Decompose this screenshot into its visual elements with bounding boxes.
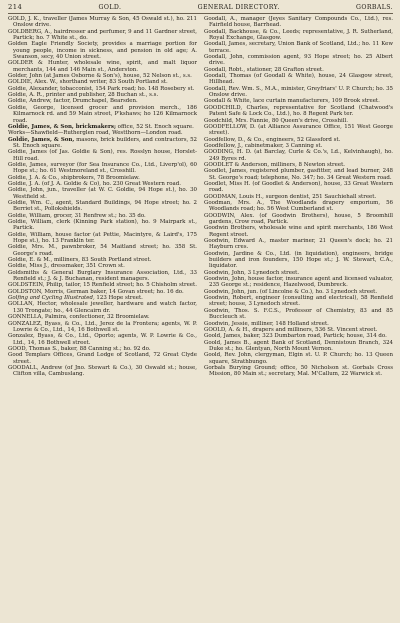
directory-entry <box>204 16 393 29</box>
entry-name: Goodfellow, <box>204 142 237 149</box>
entry-details: George, licensed grocer and provision merch., 186 Kilmarnock rd. and 59 Main street, P'kshaws; ho 126 Kilmarnock road. <box>13 104 197 124</box>
entry-details: John, commission agent, 93 Hope street; ho. 25 Albert drive. <box>209 54 393 67</box>
entry-details: 123 Hope street. <box>94 295 143 302</box>
entry-details: hairdresser and perfumer, 9 and 11 Gardner street, Partick; ho. 7 White st., do. <box>13 28 197 42</box>
entry-details: Byass, & Co., Ltd., Oporto; agents, W. P. Lowrie & Co., Ltd., 14, 16 Bothwell street. <box>13 333 197 346</box>
entry-name: GOOLD, <box>204 326 227 333</box>
entry-details: Andrew, factor, Drumchapel, Bearsden. <box>27 98 138 105</box>
entry-name: Goold, <box>204 333 222 340</box>
entry-details: —Shawfield—Rutherglen road, Westthorn—London road. <box>25 130 183 137</box>
entry-details: Edward A., master mariner, 21 Queen's dock; ho. 21 Hayburn cres. <box>209 238 393 251</box>
entry-name: Golder, <box>8 73 28 80</box>
entry-name: GOODFELLOW, <box>204 123 248 130</box>
entry-details: James (of Jas. Goldie & Son), res. Rosslyn house, Horslet-Hill road. <box>13 149 197 162</box>
entry-name: Goodwin, <box>204 238 230 245</box>
entry-name: Goldie, James, & Son, <box>8 136 75 143</box>
entry-details: Jessie, milliner, 148 Holland street. <box>230 320 329 327</box>
entry-name: Works <box>8 130 26 137</box>
entry-name: Goldie, <box>8 180 28 187</box>
directory-entry <box>204 105 393 118</box>
directory-entry <box>204 365 393 378</box>
directory-entry <box>8 137 197 150</box>
entry-details: J. A. (of J. A. Goldie & Co), ho. 230 Great Western road. <box>27 180 181 187</box>
entry-name: Goodwin, <box>204 276 230 283</box>
entry-details: Philip, tailor, 15 Renfield street; ho. 5 Chisholm street. <box>44 282 197 289</box>
entry-details: & Hunter, wholesale wine, spirit, and malt liquor merchants, 144 and 146 Main st., Anderston. <box>13 60 197 73</box>
directory-entry <box>8 200 197 213</box>
directory-entry <box>8 333 197 346</box>
entry-name: Goodfellow, <box>204 136 237 143</box>
entry-details: James, registered plumber, gasfitter, and lead burner, 248 St. George's road; telephone, No. 347; ho. 34 Great Western road. <box>209 168 393 181</box>
directory-entry <box>204 181 393 194</box>
entry-name: Goodlet, <box>204 168 228 175</box>
directory-entry <box>8 365 197 378</box>
entry-name: Goldie, <box>8 85 28 92</box>
entry-name: Goldie, James, & Son, brickmakers; <box>8 123 116 130</box>
entry-details: E. & M., milliners, 83 South Portland street. <box>27 257 152 264</box>
entry-details: James, baker, 323 Dumbarton road, Partick; house, 314 do. <box>221 333 387 340</box>
entry-details: J., cabinetmaker, 3 Canning st. <box>236 142 323 149</box>
entry-name: Goodall, <box>204 73 227 80</box>
entry-name: Gorbals <box>204 364 226 371</box>
entry-details: Mrs. A., The Woodlands drapery emporium, 56 Woodlands road; ho. 56 West Cumberland st. <box>209 199 393 213</box>
directory-entry <box>8 29 197 42</box>
header-right: GORBALS. <box>356 4 393 11</box>
directory-entry <box>8 219 197 232</box>
entry-name: Goldie, <box>8 174 28 181</box>
directory-entry <box>204 251 393 270</box>
entry-details: D., & Co., engineers, 52 Glassford st. <box>236 136 341 143</box>
entry-details: masons, brick builders, and contractors, 52 St. Enoch square. <box>13 136 197 149</box>
entry-details: Rev. Wm. S., M.A., minister, Greyfriars' U. P. Church; ho. 35 Onslow drive. <box>209 85 393 99</box>
directory-entry <box>8 60 197 73</box>
entry-details: Palmira, confectioner, 32 Broomielaw. <box>43 314 150 321</box>
entry-details: Brothers, wholesale wine and spirit merchants, 186 West Regent street. <box>209 225 393 238</box>
directory-entry <box>204 41 393 54</box>
entry-name: Goodman, <box>204 199 232 206</box>
entry-details: John, jun., traveller (at W. C. Goldie, 94 Hope st.), ho. 30 Westfield st. <box>13 187 197 200</box>
entry-details: Alex. W., shorthand writer, 83 South Portland st. <box>32 79 168 86</box>
directory-entry <box>204 54 393 67</box>
entry-name: Goldie, <box>8 92 28 99</box>
directory-entry <box>204 276 393 289</box>
entry-name: Goldie, <box>8 257 28 264</box>
entry-name: Goodchild, <box>204 117 234 124</box>
directory-entry <box>204 308 393 321</box>
entry-name: Goodall, <box>204 66 227 73</box>
entry-name: GOLDSTEIN, <box>8 282 45 289</box>
entry-name: GOLD, J. K., <box>8 16 42 22</box>
entry-details: Rev. John, clergyman, Elgin st. U. P. Church; ho. 13 Queen square, Strathbungo. <box>209 352 393 365</box>
entry-details: Templars Offices, Grand Lodge of Scotland, 72 Great Clyde street. <box>13 352 197 365</box>
directory-entry <box>8 187 197 200</box>
entry-details: & General Burglary Insurance Association, Ltd., 33 Renfield st.; J. & J. Buchanan, resident managers. <box>13 269 197 283</box>
entry-details: Hector, wholesale jeweller, hardware and watch factor, 130 Trongate; ho., 44 Glencairn dr. <box>13 301 197 314</box>
entry-name: GOLDBERG, A., <box>8 28 52 35</box>
directory-entry <box>8 105 197 124</box>
entry-name: Gonzalez, <box>8 333 35 340</box>
entry-name: Goold, <box>204 352 222 359</box>
entry-details: H. D. (at Barclay, Curle & Co.'s, Ld., Kelvinhaugh), ho. 249 Byres rd. <box>209 149 393 162</box>
entry-name: GONZALEZ, <box>8 320 43 327</box>
entry-details: Mrs. Fannie, 80 Queen's drive, Crosshill. <box>233 117 349 124</box>
directory-entry <box>204 149 393 162</box>
entry-details: D. (at Alliance Assurance Office, 151 West George street). <box>209 123 393 137</box>
entry-details: Morris, German baker, 14 Govan street; ho. 16 do. <box>42 288 184 295</box>
entry-name: Goldie, <box>8 212 28 219</box>
entry-name: Goldie, <box>8 231 28 238</box>
header-left: GOLD. <box>98 4 122 11</box>
entry-details: Robert, engineer (consulting and electrical), 58 Renfield street; house, 3 Lynedoch street. <box>209 295 393 308</box>
directory-entry <box>8 41 197 60</box>
directory-entry <box>8 352 197 365</box>
entry-details: Backhouse, & Co., Leeds; representative, J. R. Sutherland, Royal Exchange, Glasgow. <box>209 28 393 42</box>
entry-details: Jardine & Co., Ltd. (in liquidation), engineers, bridge builders and iron founders, 150 Hope st.; J. W. Stewart, C.A., liquidator. <box>209 250 393 270</box>
entry-name: Goodwin, <box>204 250 230 257</box>
entry-name: Goldie, <box>8 244 28 251</box>
entry-name: GOOD, <box>8 345 28 352</box>
directory-entry <box>204 86 393 99</box>
entry-name: Golfing and Cycling Illustrated, <box>8 295 95 302</box>
entry-details: & Anderson, milliners, 8 Newton street. <box>232 161 345 168</box>
entry-details: Eagle Friendly Society, provides a marriage portion for young people, income in sickness, and pension in old age; A. Swanson, secy, 40 Union street. <box>13 41 197 61</box>
entry-details: John (at James Osborne & Son's), house, 52 Nelson st., s.s. <box>27 73 192 80</box>
entry-name: Goodall, <box>204 85 227 92</box>
entry-name: Goldie, <box>8 199 28 206</box>
entry-details: Thomas S., baker, 88 Canning st.; ho. 92 do. <box>27 345 151 352</box>
directory-entry <box>204 340 393 353</box>
entry-details: James, surveyor (for Sea Insurance Co., Ltd., Liverp'ol), 60 Hope st.; ho. 61 Westmoreland st., Crosshill. <box>13 161 197 175</box>
entry-name: Goodwin, <box>204 307 230 314</box>
entry-name: Goodwin, <box>204 320 230 327</box>
directory-entry <box>204 295 393 308</box>
entry-name: GOLDER <box>8 60 33 67</box>
entry-name: GOODLET <box>204 161 233 168</box>
entry-details: Burying Ground; office, 50 Nicholson st. Gorbals Cross Mission, 80 Main st.; secretary, Mal. M'Callum, 22 Warwick st. <box>209 364 393 378</box>
entry-details: Thomas (of Goodall & White), house, 24 Glasgow street, Hillhead. <box>209 73 393 86</box>
entry-details: James B., agent Bank of Scotland, Dennistoun Branch, 324 Duke st.; ho. Glentyan, North Mount Vernon. <box>209 339 393 352</box>
entry-details: Miss J., dressmaker, 351 Crown st. <box>27 263 125 270</box>
entry-name: GOLLAN, <box>8 301 35 308</box>
entry-name: GOODCHILD, <box>204 104 243 111</box>
entry-details: traveller (James Murray & Son, 45 Oswald st.), ho. 211 Onslow drive. <box>13 16 197 29</box>
entry-name: GOODWIN, <box>204 212 236 219</box>
entry-details: office, 52 St. Enoch square. <box>115 123 194 130</box>
entry-name: Goodwin, <box>204 295 230 302</box>
entry-name: GOODALL, <box>8 364 39 371</box>
directory-entry <box>8 321 197 334</box>
directory-entry <box>8 232 197 245</box>
entry-name: Goodlet, <box>204 180 228 187</box>
directory-entry <box>8 16 197 29</box>
entry-details: John, 3 Lynedoch street. <box>230 269 300 276</box>
entry-name: Goldie, <box>8 149 28 156</box>
entry-details: Louis H., surgeon dentist, 251 Sauchiehall street. <box>237 193 377 200</box>
entry-name: Goldie, <box>8 98 28 105</box>
directory-entry <box>204 213 393 226</box>
directory-entry <box>204 238 393 251</box>
entry-name: Goldie, <box>8 104 28 111</box>
entry-name: Goodall <box>204 98 226 105</box>
directory-entry <box>204 29 393 42</box>
entry-details: John, jun. (of Lincolne & Co.), ho. 3 Lynedoch street. <box>230 288 378 295</box>
entry-details: Robt., stationer, 28 Grafton street. <box>226 66 324 73</box>
page-header <box>8 3 393 14</box>
entry-details: James, secretary, Union Bank of Scotland, Ltd.; ho. 11 Kew terrace. <box>209 41 393 54</box>
entry-name: Good <box>8 352 23 359</box>
entry-details: Charles, representative for Scotland (Chatwood's Patent Safe & Lock Co., Ltd.), ho. 8 Regent Park ter. <box>209 104 393 118</box>
directory-entry <box>204 352 393 365</box>
entry-name: Goldie, <box>8 263 28 270</box>
entry-name: Goodall, <box>204 41 227 48</box>
entry-name: Goodwin <box>204 225 229 232</box>
entry-details: J. A. & Co., shipbrokers, 78 Broomielaw. <box>27 174 140 181</box>
entry-details: A. & H., drapers and milliners, 536 St. Vincent street. <box>226 326 378 333</box>
directory-entry <box>8 149 197 162</box>
directory-entry <box>204 200 393 213</box>
header-center: GENERAL DIRECTORY. <box>197 4 280 11</box>
entry-name: Goodall, <box>204 54 227 61</box>
entry-details: Byass, & Co., Ltd., Jerez de la Frontera; agents, W. P. Lowrie & Co., Ltd., 14, 16 Bothwell st. <box>13 320 197 333</box>
entry-details: William, house factor (at Pettie, Macintyre, & Laird's, 175 Hope st.), ho. 13 Franklin ter. <box>13 231 197 245</box>
directory-entry <box>8 244 197 257</box>
entry-name: GOLDSTON, <box>8 288 43 295</box>
entry-name: GOODMAN, <box>204 193 238 200</box>
entry-name: Goold, <box>204 339 222 346</box>
entry-name: Golden <box>8 41 28 48</box>
entry-name: Goodwin, <box>204 269 230 276</box>
entry-details: A. R., printer and publisher, 28 Buchan st., s.s. <box>27 92 159 99</box>
entry-name: Goodwin, <box>204 288 230 295</box>
directory-entry <box>204 225 393 238</box>
entry-name: GONNELLA, <box>8 314 44 321</box>
directory-entry <box>204 124 393 137</box>
entry-name: Goldie, <box>8 187 28 194</box>
entry-name: Goldie, <box>8 161 28 168</box>
entry-details: & White, lace curtain manufacturers, 109 Brook street. <box>225 98 380 105</box>
left-column <box>8 16 197 618</box>
entry-details: Thos. S. F.C.S., Professor of Chemistry, 83 and 85 Buccleuch st. <box>209 307 393 321</box>
entry-details: Alex. (of Goodwin Brothers), house, 5 Broomhill gardens, Crow road, Partick. <box>209 212 393 225</box>
entry-details: Mrs. M., pawnbroker, 54 Maitland street; ho. 358 St. George's road. <box>13 244 197 257</box>
entry-details: A., manager (Jeyes Sanitary Compounds Co., Ltd.), res. Fairfield house, Barrhead. <box>209 16 393 29</box>
entry-name: Goodall, <box>204 16 227 22</box>
entry-details: Miss H. (of Goodlet & Anderson), house, 33 Great Western road. <box>209 180 393 194</box>
entry-details: John, house factor, insurance agent and licensed valuator, 235 George st.; residence, Hazelwood, Dumbreck. <box>209 276 393 289</box>
entry-details: Alexander, tobacconist, 154 Park road; ho. 148 Rosebery st. <box>27 85 195 92</box>
entry-details: Andrew (of Jno. Stewart & Co.), 30 Oswald st.; house, Clifton villa, Cambuslang. <box>13 364 197 378</box>
entry-name: Goldie, <box>8 219 28 225</box>
entry-details: William, clerk (Kinning Park station), ho. 9 Mairpark st., Partick. <box>13 219 197 232</box>
entry-name: Goldsmiths <box>8 269 40 276</box>
directory-entry <box>204 73 393 86</box>
directory-entry <box>8 162 197 175</box>
entry-name: GOODING, <box>204 149 235 156</box>
right-column <box>204 16 393 618</box>
entry-name: Goodall, <box>204 28 227 35</box>
entry-name: GOLDIE, <box>8 79 33 86</box>
directory-entry <box>204 168 393 181</box>
entry-details: William, grocer, 31 Renfrew st.; ho. 35 do. <box>27 212 146 219</box>
directory-entry <box>8 301 197 314</box>
directory-entry <box>8 270 197 283</box>
entry-details: Wm. C., agent, Standard Buildings, 94 Hope street; ho. 2 Berriet st., Pollokshields. <box>13 199 197 213</box>
page-number: 214 <box>8 3 23 11</box>
